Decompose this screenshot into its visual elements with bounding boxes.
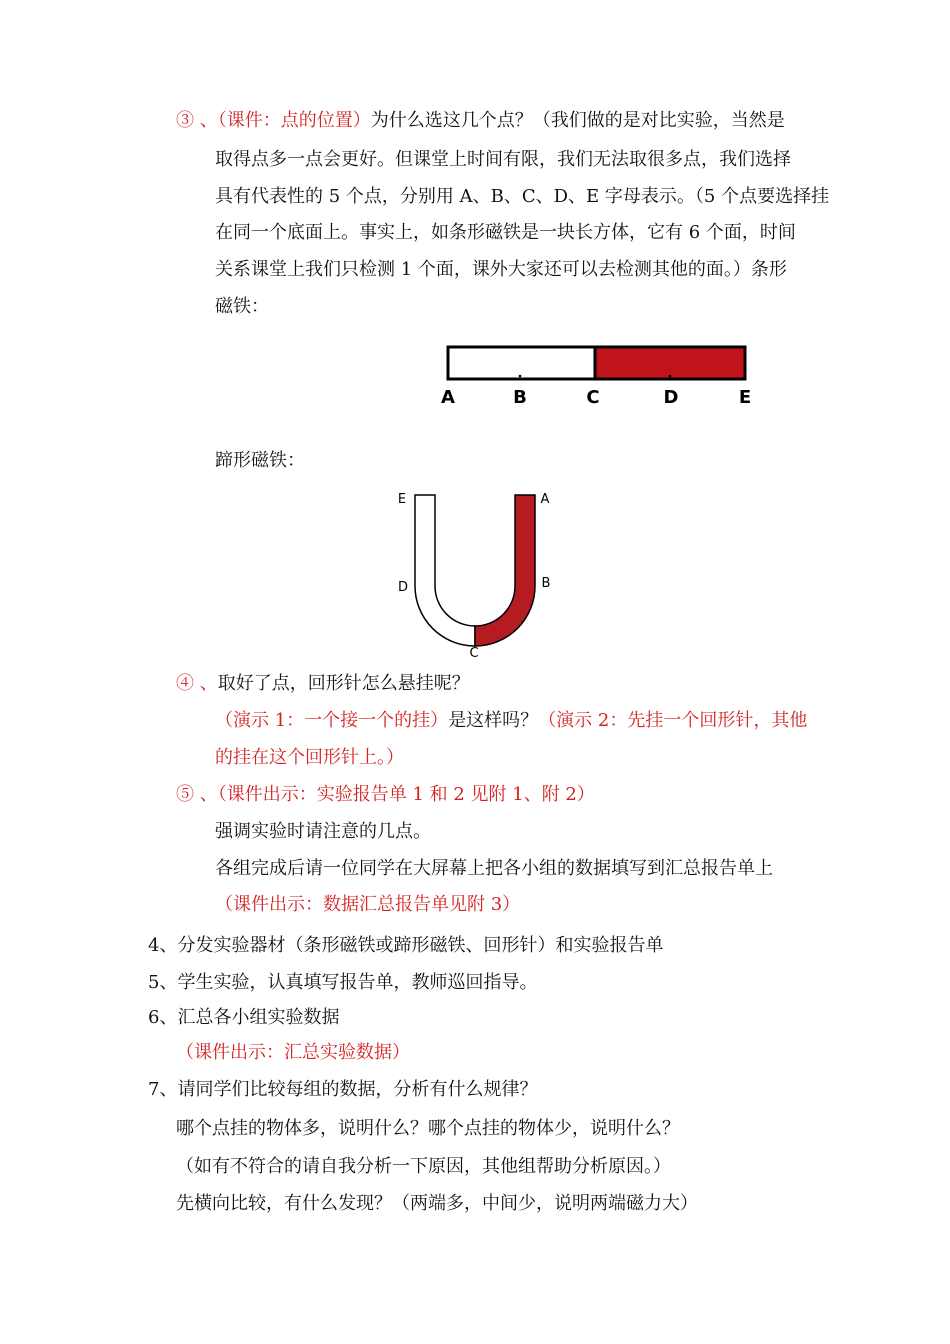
- step-4: 4、分发实验器材（条形磁铁或蹄形磁铁、回形针）和实验报告单: [148, 935, 664, 956]
- circled-number-5: ⑤ 、: [176, 784, 218, 805]
- horseshoe-label-d: D: [397, 580, 409, 595]
- step-5: 5、学生实验，认真填写报告单，教师巡回指导。: [148, 972, 538, 993]
- bar-magnet-diagram: [430, 336, 770, 416]
- horseshoe-magnet-diagram: [390, 480, 570, 660]
- horseshoe-red-half: [475, 495, 535, 646]
- courseware-note: （课件：点的位置）: [217, 110, 371, 131]
- horseshoe-label-a: A: [540, 492, 550, 507]
- step-7-line: 先横向比较，有什么发现？（两端多，中间少，说明两端磁力大）: [176, 1193, 698, 1214]
- point-d-dot: [669, 375, 672, 378]
- demo-2-note: （演示 2：先挂一个回形针，其他: [538, 710, 808, 731]
- horseshoe-label-e: E: [397, 492, 407, 507]
- horseshoe-caption: 蹄形磁铁：: [215, 450, 305, 471]
- section-5-courseware: （课件出示：实验报告单 1 和 2 见附 1、附 2）: [217, 784, 595, 805]
- label-c: C: [586, 387, 600, 408]
- point-b-dot: [519, 375, 522, 378]
- section-3-heading: [176, 109, 785, 133]
- section-4-text: 取好了点，回形针怎么悬挂呢？: [217, 673, 470, 694]
- horseshoe-label-c: C: [469, 646, 479, 660]
- section-3-line: 磁铁：: [215, 296, 269, 317]
- step-7-line: （如有不符合的请自我分析一下原因，其他组帮助分析原因。）: [176, 1156, 671, 1177]
- demo-2-note-cont: 的挂在这个回形针上。）: [215, 747, 404, 768]
- circled-number-4: ④ 、: [176, 673, 218, 694]
- section-4-heading: [176, 672, 470, 696]
- section-3-question: 为什么选这几个点？（我们做的是对比实验，当然是: [370, 110, 785, 131]
- section-3-line: 在同一个底面上。事实上，如条形磁铁是一块长方体，它有 6 个面，时间: [215, 222, 796, 243]
- section-5-heading: [176, 783, 595, 807]
- demo-1-note: （演示 1：一个接一个的挂）: [215, 710, 449, 731]
- section-5-line: 各组完成后请一位同学在大屏幕上把各小组的数据填写到汇总报告单上: [215, 858, 773, 879]
- step-7: 7、请同学们比较每组的数据，分析有什么规律？: [148, 1079, 538, 1100]
- bar-magnet-red-half: [595, 347, 745, 379]
- horseshoe-white-half: [415, 495, 475, 646]
- section-4-demo-line: [215, 709, 807, 733]
- label-d: D: [663, 387, 679, 408]
- step-7-line: 哪个点挂的物体多，说明什么？哪个点挂的物体少，说明什么？: [176, 1118, 680, 1139]
- label-e: E: [738, 387, 752, 408]
- label-b: B: [513, 387, 527, 408]
- circled-number-3: ③ 、: [176, 110, 218, 131]
- bar-magnet-white-half: [448, 347, 595, 379]
- step-6-courseware: （课件出示：汇总实验数据）: [176, 1042, 410, 1063]
- label-a: A: [441, 387, 455, 408]
- section-3-line: 具有代表性的 5 个点，分别用 A、B、C、D、E 字母表示。（5 个点要选择挂: [215, 186, 830, 207]
- section-5-line: 强调实验时请注意的几点。: [215, 821, 431, 842]
- section-5-courseware-2: （课件出示：数据汇总报告单见附 3）: [215, 894, 521, 915]
- section-3-line: 关系课堂上我们只检测 1 个面，课外大家还可以去检测其他的面。）条形: [215, 259, 787, 280]
- section-3-line: 取得点多一点会更好。但课堂上时间有限，我们无法取很多点，我们选择: [215, 149, 791, 170]
- demo-1-question: 是这样吗？: [448, 710, 539, 731]
- step-6: 6、汇总各小组实验数据: [148, 1007, 340, 1028]
- horseshoe-label-b: B: [541, 576, 551, 591]
